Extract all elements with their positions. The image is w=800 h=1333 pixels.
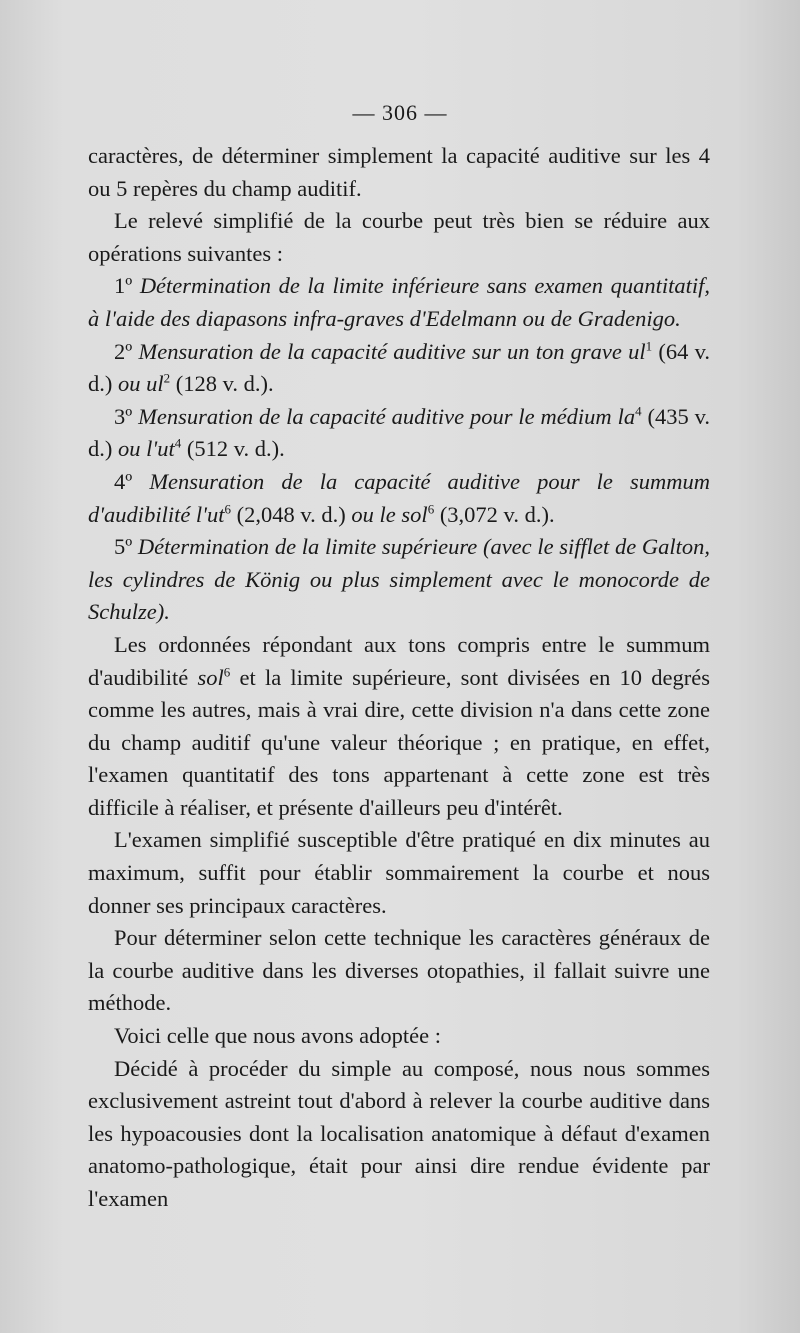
paragraph-pour: Pour déterminer selon cette technique les caractères généraux de la courbe auditive dans les diverses otopathies, il fallait suivre une méthode. xyxy=(88,925,710,1016)
paragraph-examen: L'examen simplifié susceptible d'être pratiqué en dix minutes au maximum, suffit pour établir sommairement la courbe et nous donner ses principaux caractères. xyxy=(88,827,710,918)
list-item-5: 5º Détermination de la limite supérieure (avec le sifflet de Galton, les cylindres de König ou plus simplement avec le monocorde de Schulze). xyxy=(88,534,711,625)
list-item-3: 3º Mensuration de la capacité auditive pour le médium $la^4$ (435 v. d.) ou $l'ut^4$ (512 v. d.). xyxy=(88,403,711,462)
paragraph-decide: Décidé à procéder du simple au composé, nous nous sommes exclusivement astreint tout d'abord à relever la courbe auditive dans les hypoacousies dont la localisation anatomique à défaut d'examen anatomo-pathologique, était pour ainsi dire rendue évidente par l'examen xyxy=(88,1055,710,1211)
page-number: — 306 — xyxy=(352,100,448,125)
paragraph-releve: Le relevé simplifié de la courbe peut très bien se réduire aux opérations suivantes : xyxy=(88,208,710,266)
list-item-2: 2º Mensuration de la capacité auditive sur un ton grave $ul^1$ (64 v. d.) ou $ul^2$ (128 v. d.). xyxy=(88,338,711,397)
paragraph-intro: caractères, de déterminer simplement la capacité auditive sur les 4 ou 5 repères du champ auditif. xyxy=(88,143,710,201)
paragraph-ordonnees: Les ordonnées répondant aux tons compris entre le summum d'audibilité sol$^6$ et la limite supérieure, sont divisées en 10 degrés comme les autres, mais à vrai dire, cette division n'a dans cette zone du champ auditif qu'une valeur théorique ; en pratique, en effet, l'examen quantitatif des tons appartenant à cette zone est très difficile à réaliser, et présente d'ailleurs peu d'intérêt. xyxy=(88,631,710,820)
paragraph-voici: Voici celle que nous avons adoptée : xyxy=(114,1023,441,1049)
list-item-4: 4º Mensuration de la capacité auditive pour le summum d'audibilité $l'ut^6$ (2,048 v. d.) ou le sol$^6$ (3,072 v. d.). xyxy=(88,468,710,527)
list-item-1: 1º Détermination de la limite inférieure sans examen quantitatif, à l'aide des diapasons infra-graves d'Edelmann ou de Gradenigo. xyxy=(88,273,710,331)
body-text xyxy=(88,140,710,1216)
